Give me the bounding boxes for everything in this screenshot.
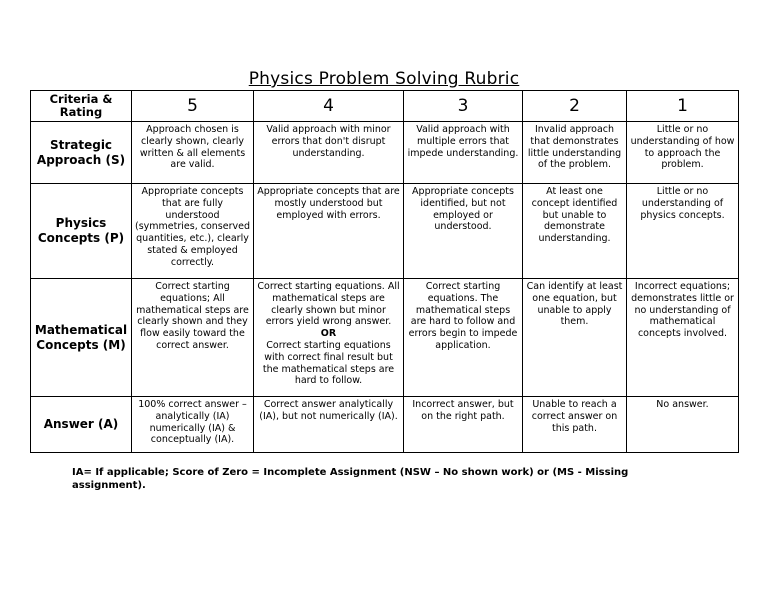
rubric-cell: Little or no understanding of how to approach the problem.: [627, 122, 739, 184]
header-row: [31, 91, 739, 122]
rubric-cell: Valid approach with multiple errors that impede understanding.: [404, 122, 523, 184]
criterion-answer: Answer (A): [31, 397, 132, 453]
rubric-cell: No answer.: [627, 397, 739, 453]
rubric-cell: Incorrect answer, but on the right path.: [404, 397, 523, 453]
rubric-cell: Appropriate concepts that are fully understood (symmetries, conserved quantities, etc.), clearly stated & employed correctly.: [132, 184, 254, 279]
rubric-cell: Invalid approach that demonstrates little understanding of the problem.: [523, 122, 627, 184]
table-row: [31, 122, 739, 184]
or-separator: OR: [320, 328, 337, 340]
rubric-cell: Correct starting equations; All mathematical steps are clearly shown and they flow easily toward the correct answer.: [132, 279, 254, 397]
criterion-strategic-approach: Strategic Approach (S): [31, 122, 132, 184]
rubric-cell: Unable to reach a correct answer on this path.: [523, 397, 627, 453]
rubric-cell: [254, 279, 404, 397]
rubric-cell-part: Correct starting equations. All mathematical steps are clearly shown but minor errors yield wrong answer.: [257, 281, 400, 328]
rubric-cell: Correct starting equations. The mathematical steps are hard to follow and errors begin to impede application.: [404, 279, 523, 397]
rubric-cell: Can identify at least one equation, but unable to apply them.: [523, 279, 627, 397]
rubric-cell: Correct answer analytically (IA), but not numerically (IA).: [254, 397, 404, 453]
rubric-cell: At least one concept identified but unable to demonstrate understanding.: [523, 184, 627, 279]
rubric-cell: Appropriate concepts identified, but not employed or understood.: [404, 184, 523, 279]
score-header-3: 3: [404, 91, 523, 122]
score-header-2: 2: [523, 91, 627, 122]
rubric-table: [30, 90, 739, 453]
rubric-cell: Appropriate concepts that are mostly understood but employed with errors.: [254, 184, 404, 279]
footnote: IA= If applicable; Score of Zero = Incomplete Assignment (NSW – No shown work) or (MS - Missing assignment).: [72, 467, 629, 491]
score-header-4: 4: [254, 91, 404, 122]
rubric-cell: Incorrect equations; demonstrates little or no understanding of mathematical concepts involved.: [627, 279, 739, 397]
rubric-cell: Little or no understanding of physics concepts.: [627, 184, 739, 279]
table-row: [31, 397, 739, 453]
rubric-cell: Approach chosen is clearly shown, clearly written & all elements are valid.: [132, 122, 254, 184]
table-row: [31, 184, 739, 279]
score-header-5: 5: [132, 91, 254, 122]
table-row: [31, 279, 739, 397]
criteria-rating-header: Criteria & Rating: [31, 91, 132, 122]
rubric-cell-part: Correct starting equations with correct final result but the mathematical steps are hard to follow.: [262, 339, 395, 387]
criterion-mathematical-concepts: Mathematical Concepts (M): [31, 279, 132, 397]
rubric-cell: 100% correct answer – analytically (IA) numerically (IA) & conceptually (IA).: [132, 397, 254, 453]
page-title: Physics Problem Solving Rubric: [248, 69, 520, 89]
rubric-cell: Valid approach with minor errors that don't disrupt understanding.: [254, 122, 404, 184]
score-header-1: 1: [627, 91, 739, 122]
criterion-physics-concepts: Physics Concepts (P): [31, 184, 132, 279]
